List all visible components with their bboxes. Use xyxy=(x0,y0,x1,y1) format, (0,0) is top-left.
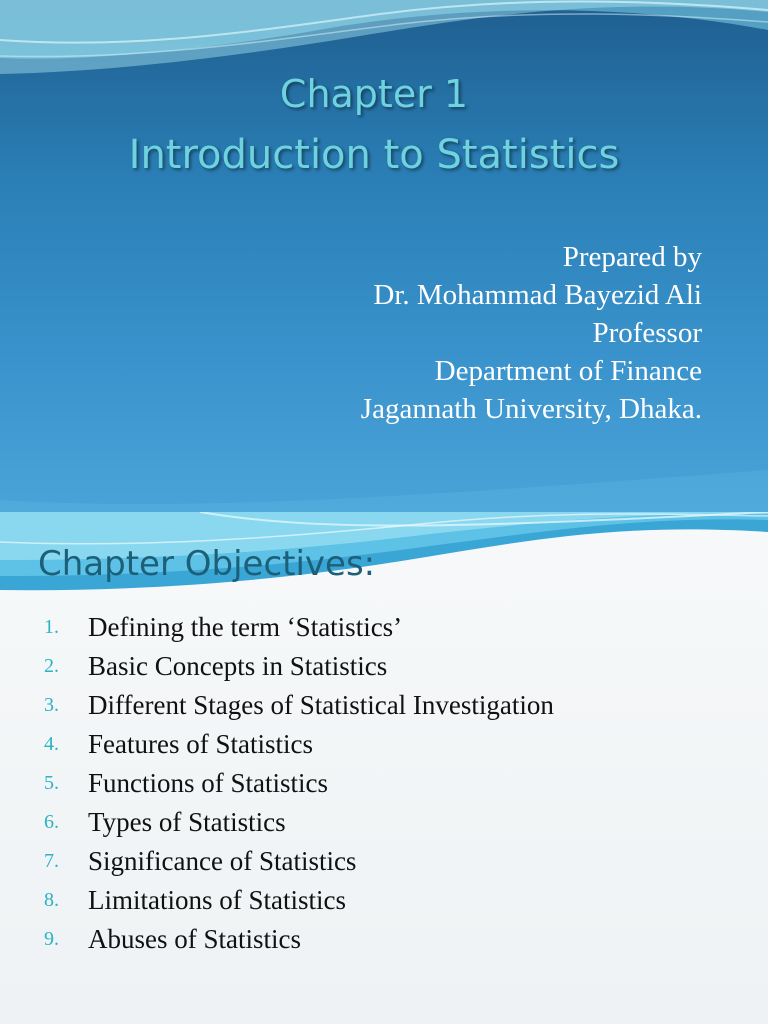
author-line: Professor xyxy=(592,317,702,349)
objectives-slide xyxy=(0,512,768,1024)
item-text: Functions of Statistics xyxy=(88,768,329,798)
item-number: 1. xyxy=(44,616,59,638)
author-block xyxy=(361,238,702,428)
item-text: Significance of Statistics xyxy=(88,846,357,876)
author-line: Dr. Mohammad Bayezid Ali xyxy=(373,279,702,311)
chapter-subtitle: Introduction to Statistics xyxy=(128,132,620,178)
item-number: 4. xyxy=(44,733,59,755)
item-text: Features of Statistics xyxy=(88,729,313,759)
item-text: Abuses of Statistics xyxy=(88,924,301,954)
item-number: 5. xyxy=(44,772,59,794)
item-number: 3. xyxy=(44,694,59,716)
item-text: Basic Concepts in Statistics xyxy=(88,651,388,681)
item-number: 2. xyxy=(44,655,59,677)
item-text: Different Stages of Statistical Investigation xyxy=(88,690,554,720)
author-line: Jagannath University, Dhaka. xyxy=(360,393,702,425)
item-text: Types of Statistics xyxy=(88,807,286,837)
item-number: 6. xyxy=(44,811,59,833)
item-text: Limitations of Statistics xyxy=(88,885,346,915)
item-number: 9. xyxy=(44,928,59,950)
author-line: Prepared by xyxy=(562,241,702,273)
item-text: Defining the term ‘Statistics’ xyxy=(88,612,403,642)
item-number: 7. xyxy=(44,850,59,872)
objectives-heading: Chapter Objectives: xyxy=(38,544,376,584)
item-number: 8. xyxy=(44,889,59,911)
author-line: Department of Finance xyxy=(434,355,702,387)
chapter-title: Chapter 1 xyxy=(279,72,469,116)
